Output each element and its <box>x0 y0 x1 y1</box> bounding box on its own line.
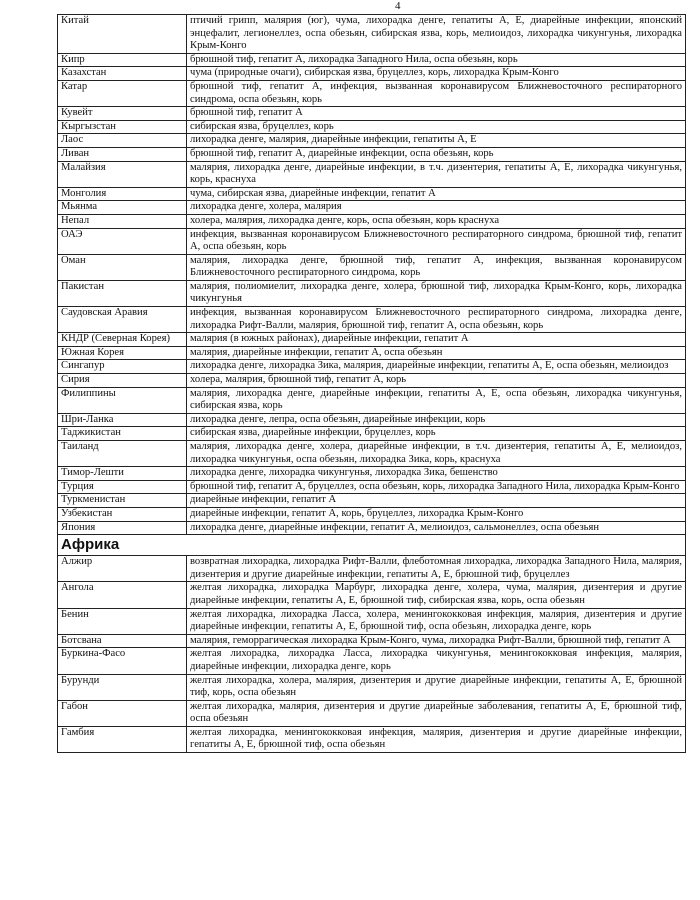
table-row <box>58 360 686 374</box>
country-cell: Катар <box>58 80 187 106</box>
country-cell: Турция <box>58 480 187 494</box>
section-heading: Африка <box>58 535 686 556</box>
table-row <box>58 507 686 521</box>
country-cell: Гамбия <box>58 726 187 752</box>
diseases-cell: птичий грипп, малярия (юг), чума, лихорадка денге, гепатиты А, Е, диарейные инфекции, японский энцефалит, легионеллез, оспа обезьян, сибирская язва, корь, мелиоидоз, лихорадка чикунгунья, лихорадка Крым-Конго <box>187 15 686 54</box>
diseases-cell: малярия (в южных районах), диарейные инфекции, гепатит А <box>187 333 686 347</box>
diseases-cell: желтая лихорадка, лихорадка Марбург, лихорадка денге, холера, чума, малярия, дизентерия и другие диарейные инфекции, гепатиты А, Е, брюшной тиф, сибирская язва, корь, оспа обезьян <box>187 582 686 608</box>
country-cell: Лаос <box>58 134 187 148</box>
country-cell: Алжир <box>58 556 187 582</box>
diseases-cell: малярия, лихорадка денге, диарейные инфекции, гепатиты А, Е, оспа обезьян, лихорадка чикунгунья, сибирская язва, корь <box>187 387 686 413</box>
diseases-cell: малярия, лихорадка денге, холера, диарейные инфекции, в т.ч. дизентерия, гепатиты А, Е, мелиоидоз, лихорадка чикунгунья, оспа обезьян, лихорадка Зика, корь, краснуха <box>187 441 686 467</box>
country-cell: Филиппины <box>58 387 187 413</box>
country-cell: Сингапур <box>58 360 187 374</box>
country-cell: Япония <box>58 521 187 535</box>
diseases-cell: инфекция, вызванная коронавирусом Ближневосточного респираторного синдрома, лихорадка денге, лихорадка Рифт-Валли, малярия, брюшной тиф, гепатит А, оспа обезьян, корь <box>187 307 686 333</box>
table-row <box>58 467 686 481</box>
diseases-cell: желтая лихорадка, малярия, дизентерия и другие диарейные заболевания, гепатиты А, Е, брюшной тиф, оспа обезьян <box>187 700 686 726</box>
table-row <box>58 147 686 161</box>
table-row <box>58 700 686 726</box>
country-cell: Монголия <box>58 187 187 201</box>
country-cell: Буркина-Фасо <box>58 648 187 674</box>
country-cell: Шри-Ланка <box>58 413 187 427</box>
diseases-cell: брюшной тиф, гепатит А, инфекция, вызванная коронавирусом Ближневосточного респираторного синдрома, оспа обезьян, корь <box>187 80 686 106</box>
country-cell: Китай <box>58 15 187 54</box>
country-cell: Таиланд <box>58 441 187 467</box>
disease-table <box>57 14 686 753</box>
table-row <box>58 333 686 347</box>
table-row <box>58 67 686 81</box>
table-row <box>58 307 686 333</box>
diseases-cell: лихорадка денге, диарейные инфекции, гепатит А, мелиоидоз, сальмонеллез, оспа обезьян <box>187 521 686 535</box>
country-cell: Кыргызстан <box>58 120 187 134</box>
diseases-cell: малярия, лихорадка денге, диарейные инфекции, в т.ч. дизентерия, гепатиты А, Е, лихорадка чикунгунья, корь, краснуха <box>187 161 686 187</box>
country-cell: Кипр <box>58 53 187 67</box>
diseases-cell: желтая лихорадка, холера, малярия, дизентерия и другие диарейные инфекции, гепатиты А, Е, брюшной тиф, корь, оспа обезьян <box>187 674 686 700</box>
diseases-cell: брюшной тиф, гепатит А, бруцеллез, оспа обезьян, корь, лихорадка Западного Нила, лихорадка Крым-Конго <box>187 480 686 494</box>
table-row <box>58 161 686 187</box>
table-row <box>58 228 686 254</box>
diseases-cell: брюшной тиф, гепатит А, диарейные инфекции, оспа обезьян, корь <box>187 147 686 161</box>
country-cell: Бурунди <box>58 674 187 700</box>
table-row <box>58 556 686 582</box>
country-cell: Непал <box>58 214 187 228</box>
country-cell: Казахстан <box>58 67 187 81</box>
country-cell: Малайзия <box>58 161 187 187</box>
table-row <box>58 480 686 494</box>
table-row <box>58 387 686 413</box>
table-row <box>58 608 686 634</box>
table-row <box>58 582 686 608</box>
diseases-cell: лихорадка денге, лихорадка чикунгунья, лихорадка Зика, бешенство <box>187 467 686 481</box>
country-cell: Ангола <box>58 582 187 608</box>
country-cell: Мьянма <box>58 201 187 215</box>
diseases-cell: малярия, лихорадка денге, брюшной тиф, гепатит А, инфекция, вызванная коронавирусом Ближневосточного респираторного синдрома, корь <box>187 254 686 280</box>
table-row <box>58 107 686 121</box>
diseases-cell: холера, малярия, лихорадка денге, корь, оспа обезьян, корь краснуха <box>187 214 686 228</box>
diseases-cell: диарейные инфекции, гепатит А, корь, бруцеллез, лихорадка Крым-Конго <box>187 507 686 521</box>
country-cell: Саудовская Аравия <box>58 307 187 333</box>
diseases-cell: чума, сибирская язва, диарейные инфекции, гепатит А <box>187 187 686 201</box>
table-row <box>58 494 686 508</box>
diseases-cell: чума (природные очаги), сибирская язва, бруцеллез, корь, лихорадка Крым-Конго <box>187 67 686 81</box>
table-row <box>58 726 686 752</box>
diseases-cell: брюшной тиф, гепатит А, лихорадка Западного Нила, оспа обезьян, корь <box>187 53 686 67</box>
diseases-cell: возвратная лихорадка, лихорадка Рифт-Валли, флеботомная лихорадка, лихорадка Западного Нила, малярия, дизентерия и другие диарейные инфекции, гепатиты А, Е, брюшной тиф, бруцеллез <box>187 556 686 582</box>
section-heading-row <box>58 535 686 556</box>
table-row <box>58 53 686 67</box>
diseases-cell: лихорадка денге, холера, малярия <box>187 201 686 215</box>
country-cell: Туркменистан <box>58 494 187 508</box>
diseases-cell: желтая лихорадка, лихорадка Ласса, холера, менингококковая инфекция, малярия, дизентерия и другие диарейные инфекции, гепатиты А, Е, брюшной тиф, оспа обезьян, лихорадка денге, корь <box>187 608 686 634</box>
diseases-cell: сибирская язва, диарейные инфекции, бруцеллез, корь <box>187 427 686 441</box>
country-cell: Кувейт <box>58 107 187 121</box>
country-cell: Бенин <box>58 608 187 634</box>
country-cell: Ботсвана <box>58 634 187 648</box>
table-row <box>58 674 686 700</box>
country-cell: Пакистан <box>58 280 187 306</box>
table-row <box>58 413 686 427</box>
country-cell: Таджикистан <box>58 427 187 441</box>
page-number: 4 <box>395 0 401 12</box>
table-row <box>58 187 686 201</box>
diseases-cell: малярия, диарейные инфекции, гепатит А, оспа обезьян <box>187 346 686 360</box>
table-row <box>58 374 686 388</box>
diseases-cell: лихорадка денге, малярия, диарейные инфекции, гепатиты А, Е <box>187 134 686 148</box>
diseases-cell: малярия, геморрагическая лихорадка Крым-Конго, чума, лихорадка Рифт-Валли, брюшной тиф, гепатит А <box>187 634 686 648</box>
diseases-cell: лихорадка денге, лихорадка Зика, малярия, диарейные инфекции, гепатиты А, Е, оспа обезьян, мелиоидоз <box>187 360 686 374</box>
diseases-cell: сибирская язва, бруцеллез, корь <box>187 120 686 134</box>
table-row <box>58 214 686 228</box>
diseases-cell: малярия, полиомиелит, лихорадка денге, холера, брюшной тиф, лихорадка Крым-Конго, корь, лихорадка чикунгунья <box>187 280 686 306</box>
table-row <box>58 346 686 360</box>
diseases-cell: диарейные инфекции, гепатит А <box>187 494 686 508</box>
table-row <box>58 134 686 148</box>
country-cell: Южная Корея <box>58 346 187 360</box>
country-cell: Сирия <box>58 374 187 388</box>
country-cell: Оман <box>58 254 187 280</box>
table-row <box>58 634 686 648</box>
diseases-cell: желтая лихорадка, лихорадка Ласса, лихорадка чикунгунья, менингококковая инфекция, малярия, диарейные инфекции, лихорадка денге, корь <box>187 648 686 674</box>
country-cell: КНДР (Северная Корея) <box>58 333 187 347</box>
table-row <box>58 15 686 54</box>
table-row <box>58 201 686 215</box>
table-row <box>58 648 686 674</box>
country-cell: ОАЭ <box>58 228 187 254</box>
country-cell: Габон <box>58 700 187 726</box>
country-cell: Тимор-Лешти <box>58 467 187 481</box>
country-cell: Узбекистан <box>58 507 187 521</box>
diseases-cell: лихорадка денге, лепра, оспа обезьян, диарейные инфекции, корь <box>187 413 686 427</box>
table-row <box>58 280 686 306</box>
table-row <box>58 80 686 106</box>
country-cell: Ливан <box>58 147 187 161</box>
table-row <box>58 120 686 134</box>
diseases-cell: желтая лихорадка, менингококковая инфекция, малярия, дизентерия и другие диарейные инфекции, гепатиты А, Е, брюшной тиф, оспа обезьян <box>187 726 686 752</box>
table-row <box>58 521 686 535</box>
diseases-cell: инфекция, вызванная коронавирусом Ближневосточного респираторного синдрома, брюшной тиф, гепатит А, оспа обезьян, корь <box>187 228 686 254</box>
diseases-cell: брюшной тиф, гепатит А <box>187 107 686 121</box>
table-row <box>58 254 686 280</box>
disease-table-body <box>58 15 686 753</box>
table-row <box>58 441 686 467</box>
diseases-cell: холера, малярия, брюшной тиф, гепатит А, корь <box>187 374 686 388</box>
table-row <box>58 427 686 441</box>
